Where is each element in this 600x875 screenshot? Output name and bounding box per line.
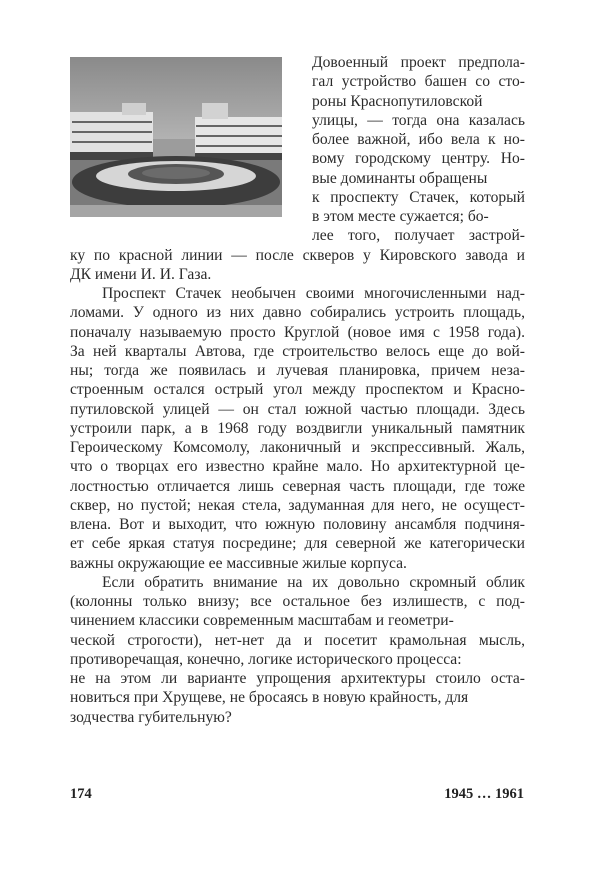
text-line: Проспект Стачек необычен своими многочисленными над- bbox=[102, 285, 525, 302]
text-line: ет себе яркая статуя посредине; для северной же категорически bbox=[70, 535, 525, 553]
text-line: лее того, получает застрой- bbox=[312, 227, 525, 245]
running-title: 1945 … 1961 bbox=[444, 786, 524, 802]
text-line: важны окружающие ее массивные жилые корпуса. bbox=[70, 554, 407, 572]
text-line: гал устройство башен со сто- bbox=[312, 73, 525, 91]
text-line: строенным остался острый угол между проспектом и Красно- bbox=[70, 381, 525, 399]
body-text bbox=[70, 53, 525, 727]
paragraph-1 bbox=[70, 53, 525, 284]
text-line: вые доминанты обращены bbox=[312, 169, 488, 187]
text-line: Героическому Комсомолу, лаконичный и экспрессивный. Жаль, bbox=[70, 439, 525, 456]
text-line: роны Краснопутиловской bbox=[312, 92, 483, 110]
paragraph-3 bbox=[70, 573, 525, 727]
page-number: 174 bbox=[70, 786, 92, 802]
text-line: сквер, но пустой; некая стела, задуманная для него, не осущест- bbox=[70, 496, 525, 514]
text-line: ку по красной линии — после скверов у Кировского завода и bbox=[70, 246, 525, 264]
text-line: противоречащая, конечно, логике исторического процесса: bbox=[70, 650, 462, 668]
text-line: не на этом ли варианте упрощения архитектуры стоило оста- bbox=[70, 670, 525, 687]
text-line: ческой строгости), нет-нет да и посетит крамольная мысль, bbox=[70, 631, 525, 649]
paragraph-2 bbox=[70, 284, 525, 573]
text-line: улицы, — тогда она казалась bbox=[312, 111, 525, 129]
text-line: устроили парк, а в 1968 году воздвигли уникальный памятник bbox=[70, 419, 525, 437]
text-line: зодчества губительную? bbox=[70, 708, 232, 726]
text-line: новиться при Хрущеве, не бросаясь в новую крайность, для bbox=[70, 689, 469, 707]
text-line: ДК имени И. И. Газа. bbox=[70, 265, 212, 283]
text-line: вому городскому центру. Но- bbox=[312, 150, 525, 168]
text-line: влена. Вот и выходит, что южную половину ансамбля подчиня- bbox=[70, 516, 525, 533]
text-line: лостностью отличается лишь северная часть площади, где тоже bbox=[70, 477, 525, 495]
text-line: За ней кварталы Автова, где строительство велось еще до вой- bbox=[70, 342, 525, 360]
text-line: ны; тогда же появилась и лучевая планировка, причем неза- bbox=[70, 362, 525, 379]
text-line: в этом месте сужается; бо- bbox=[312, 208, 489, 225]
text-line: ломами. У одного из них давно собирались устроить площадь, bbox=[70, 304, 525, 322]
text-line: Довоенный проект предпола- bbox=[312, 54, 525, 71]
text-line: что о творцах его известно крайне мало. Но архитектурной це- bbox=[70, 458, 525, 476]
text-line: Если обратить внимание на их довольно скромный облик bbox=[102, 573, 525, 591]
text-line: к проспекту Стачек, который bbox=[312, 188, 525, 206]
text-line: (колонны только внизу; все остальное без излишеств, с под- bbox=[70, 593, 525, 610]
text-line: поначалу называемую просто Круглой (новое имя с 1958 года). bbox=[70, 323, 525, 341]
text-line: более важной, ибо вела к но- bbox=[312, 131, 525, 148]
text-line: чинением классики современным масштабам и геометри- bbox=[70, 612, 454, 630]
page-footer bbox=[70, 786, 524, 803]
text-line: путиловской улицей — он стал южной частью площади. Здесь bbox=[70, 400, 525, 418]
